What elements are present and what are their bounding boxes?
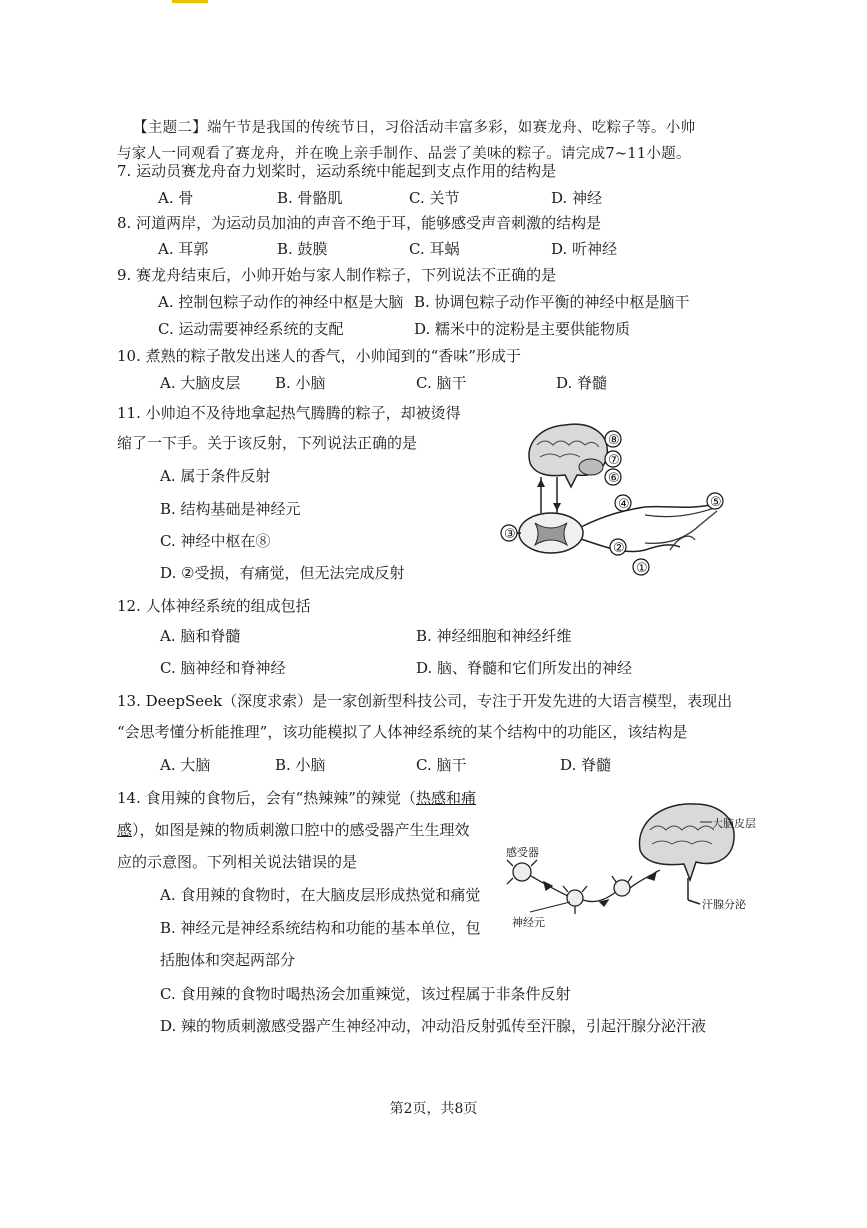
label-neuron: 神经元 xyxy=(512,916,545,929)
label-2: ② xyxy=(613,541,625,556)
q8-option-d: D. 听神经 xyxy=(551,240,618,258)
intro-line-1: 【主题二】端午节是我国的传统节日，习俗活动丰富多彩，如赛龙舟、吃粽子等。小帅 xyxy=(133,120,696,136)
q14-stem-2a: 感 xyxy=(117,821,133,839)
spinal-cord-drawing xyxy=(519,513,583,553)
intro-line-2: 与家人一同观看了赛龙舟，并在晚上亲手制作、品尝了美味的粽子。请完成7~11小题。 xyxy=(117,146,691,162)
q10-option-a: A. 大脑皮层 xyxy=(160,374,241,392)
label-1: ① xyxy=(636,561,648,576)
page-footer: 第2页，共8页 xyxy=(389,1101,478,1117)
q9-option-d: D. 糯米中的淀粉是主要供能物质 xyxy=(414,320,631,338)
label-6: ⑥ xyxy=(608,471,620,486)
neuron-chain xyxy=(507,860,660,914)
q8-option-b: B. 鼓膜 xyxy=(277,240,328,258)
q14-stem-1a: 14. 食用辣的食物后，会有“热辣辣”的辣觉（ xyxy=(117,789,416,807)
q11-option-d: D. ②受损，有痛觉，但无法完成反射 xyxy=(160,564,405,582)
q8-option-a: A. 耳郭 xyxy=(158,240,209,258)
q7-option-a: A. 骨 xyxy=(158,189,194,207)
q7-stem: 7. 运动员赛龙舟奋力划桨时，运动系统中能起到支点作用的结构是 xyxy=(117,162,557,180)
brain-drawing-2 xyxy=(639,804,734,880)
q7-option-c: C. 关节 xyxy=(409,189,460,207)
spicy-pathway-figure xyxy=(500,800,770,940)
q12-option-a: A. 脑和脊髓 xyxy=(160,627,241,645)
q12-stem: 12. 人体神经系统的组成包括 xyxy=(117,597,311,615)
label-7: ⑦ xyxy=(608,453,620,468)
label-cortex: 大脑皮层 xyxy=(712,817,756,830)
q14-stem-1b: 热感和痛 xyxy=(415,789,476,807)
q9-stem: 9. 赛龙舟结束后，小帅开始与家人制作粽子，下列说法不正确的是 xyxy=(117,266,557,284)
highlight-mark xyxy=(172,0,208,3)
q13-option-d: D. 脊髓 xyxy=(560,756,612,774)
q14-stem-2b: ），如图是辣的物质刺激口腔中的感受器产生生理效 xyxy=(132,821,470,839)
q11-stem-1: 11. 小帅迫不及待地拿起热气腾腾的粽子，却被烫得 xyxy=(117,404,461,422)
q14-stem-3: 应的示意图。下列相关说法错误的是 xyxy=(117,853,358,871)
reflex-arc-figure xyxy=(495,415,735,580)
label-5: ⑤ xyxy=(710,495,722,510)
label-gland: 汗腺分泌 xyxy=(702,898,746,911)
q13-option-b: B. 小脑 xyxy=(275,756,326,774)
q14-option-c: C. 食用辣的食物时喝热汤会加重辣觉，该过程属于非条件反射 xyxy=(160,985,571,1003)
q14-option-b-2: 括胞体和突起两部分 xyxy=(160,951,296,969)
label-receptor: 感受器 xyxy=(506,846,539,859)
q12-option-d: D. 脑、脊髓和它们所发出的神经 xyxy=(416,659,633,677)
q10-option-b: B. 小脑 xyxy=(275,374,326,392)
q12-option-c: C. 脑神经和脊神经 xyxy=(160,659,286,677)
q8-option-c: C. 耳蜗 xyxy=(409,240,460,258)
q13-stem-2: “会思考懂分析能推理”，该功能模拟了人体神经系统的某个结构中的功能区，该结构是 xyxy=(117,723,688,741)
q14-option-d: D. 辣的物质刺激感受器产生神经冲动，冲动沿反射弧传至汗腺，引起汗腺分泌汗液 xyxy=(160,1017,707,1035)
q13-stem-1: 13. DeepSeek（深度求索）是一家创新型科技公司，专注于开发先进的大语言模型，表现出 xyxy=(117,692,733,710)
q10-stem: 10. 煮熟的粽子散发出迷人的香气，小帅闻到的“香味”形成于 xyxy=(117,347,521,365)
q11-option-b: B. 结构基础是神经元 xyxy=(160,500,301,518)
q9-option-a: A. 控制包粽子动作的神经中枢是大脑 xyxy=(158,293,404,311)
q12-option-b: B. 神经细胞和神经纤维 xyxy=(416,627,572,645)
q14-stem-2 xyxy=(117,821,470,839)
q8-stem: 8. 河道两岸，为运动员加油的声音不绝于耳，能够感受声音刺激的结构是 xyxy=(117,214,602,232)
label-3: ③ xyxy=(504,527,516,542)
q13-option-a: A. 大脑 xyxy=(160,756,211,774)
q7-option-b: B. 骨骼肌 xyxy=(277,189,343,207)
q10-option-c: C. 脑干 xyxy=(416,374,467,392)
q14-option-a: A. 食用辣的食物时，在大脑皮层形成热觉和痛觉 xyxy=(160,886,481,904)
label-8: ⑧ xyxy=(608,433,620,448)
q10-option-d: D. 脊髓 xyxy=(556,374,608,392)
label-4: ④ xyxy=(618,497,630,512)
q9-option-b: B. 协调包粽子动作平衡的神经中枢是脑干 xyxy=(414,293,690,311)
q11-option-c: C. 神经中枢在⑧ xyxy=(160,532,271,550)
q7-option-d: D. 神经 xyxy=(551,189,603,207)
q9-option-c: C. 运动需要神经系统的支配 xyxy=(158,320,344,338)
q13-option-c: C. 脑干 xyxy=(416,756,467,774)
q11-option-a: A. 属于条件反射 xyxy=(160,467,271,485)
q14-option-b-1: B. 神经元是神经系统结构和功能的基本单位，包 xyxy=(160,919,481,937)
q14-stem-1 xyxy=(117,789,476,807)
q11-stem-2: 缩了一下手。关于该反射，下列说法正确的是 xyxy=(117,434,418,452)
